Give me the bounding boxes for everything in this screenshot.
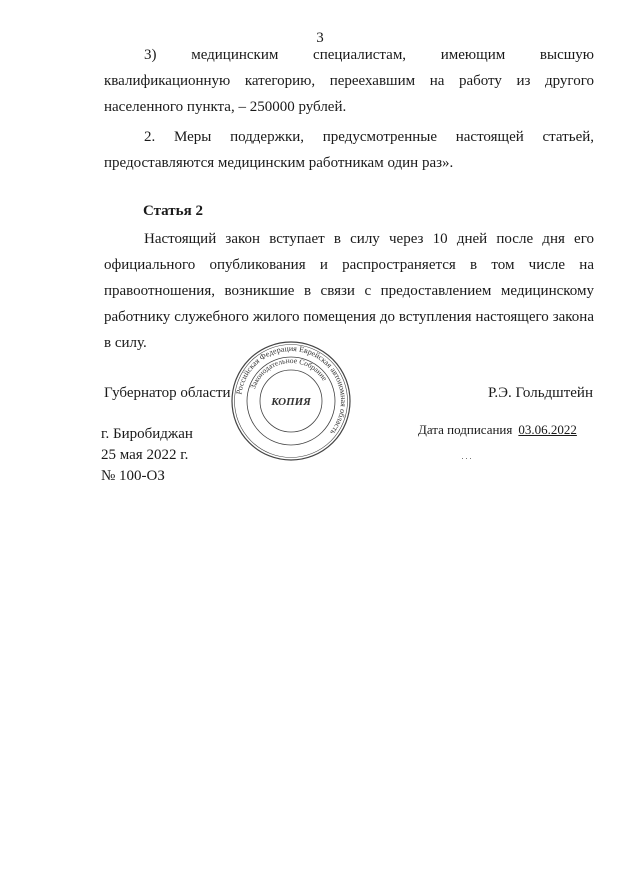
article-2-body	[104, 226, 594, 356]
place-date-block	[101, 424, 193, 487]
paragraph-item-3-text: 3) медицинским специалистам, имеющим высшую квалификационную категорию, переехавшим на работу из другого населенного пункта, – 250000 рублей.	[104, 47, 594, 115]
paragraph-item-3	[104, 42, 594, 120]
article-2-title: Статья 2	[143, 203, 203, 219]
city-line: г. Биробиджан	[101, 426, 193, 442]
seal-center-text: КОПИЯ	[271, 396, 311, 408]
seal-outer-text: Российская Федерация Еврейская автономная область	[234, 343, 349, 437]
signing-date-label: Дата подписания	[418, 422, 513, 437]
seal-inner-text: Законодательное Собрание	[248, 355, 330, 390]
seal-graphic	[228, 338, 354, 464]
official-seal-stamp	[228, 338, 354, 464]
governor-title: Губернатор области	[104, 385, 231, 401]
law-number-line: № 100-ОЗ	[101, 468, 165, 484]
law-date-line: 25 мая 2022 г.	[101, 447, 189, 463]
paragraph-item-2-text: 2. Меры поддержки, предусмотренные настоящей статьей, предоставляются медицинским работникам один раз».	[104, 129, 594, 171]
paragraph-item-2	[104, 124, 594, 176]
signing-date-value: 03.06.2022	[518, 422, 577, 437]
signing-date	[418, 422, 577, 438]
governor-name: Р.Э. Гольдштейн	[487, 385, 593, 401]
page-number: 3	[316, 30, 324, 46]
article-2-text: Настоящий закон вступает в силу через 10 дней после дня его официального опубликования и распространяется в том числе на правоотношения, возникшие в связи с предоставлением медицинскому работнику служебного жилого помещения до вступления настоящего закона в силу.	[104, 231, 594, 351]
scan-speck	[462, 458, 471, 460]
